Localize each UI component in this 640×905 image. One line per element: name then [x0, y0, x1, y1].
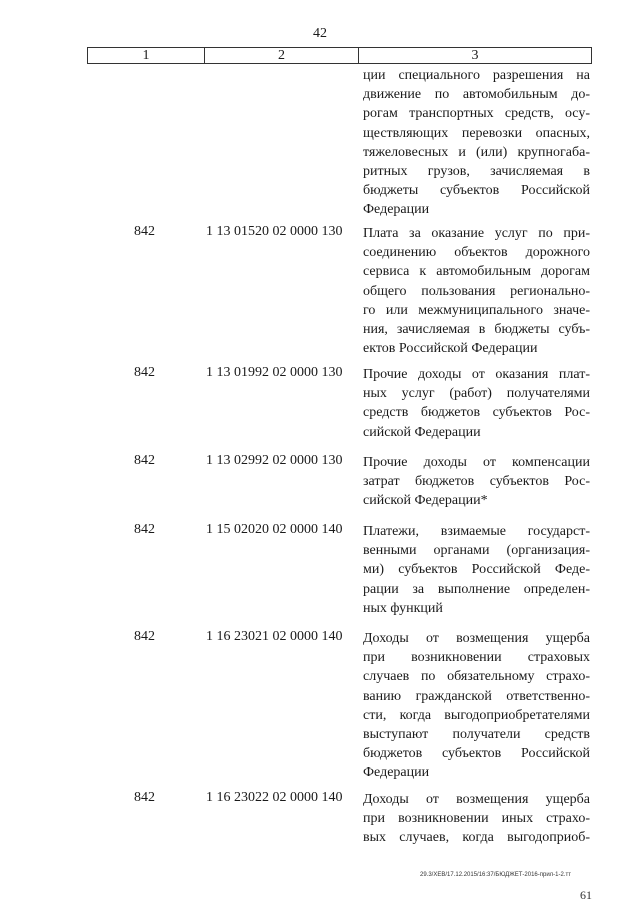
- text-line: при возникновении иных страхо-: [363, 811, 590, 827]
- text-line: ществляющих перевозки опасных,: [363, 125, 590, 141]
- entry-admin-code: 842: [134, 629, 155, 644]
- text-line: бюджеты субъектов Российской: [363, 183, 590, 199]
- entry-description: [363, 224, 590, 358]
- text-line: тяжеловесных и (или) крупногаба-: [363, 144, 590, 160]
- text-line: ритных грузов, зачисляемая в: [363, 164, 590, 180]
- text-line: ектов Российской Федерации: [363, 341, 538, 357]
- text-line: выступают получатели средств: [363, 727, 590, 743]
- entry-description: [363, 629, 590, 783]
- entry-kbk-code: 1 13 01520 02 0000 130: [206, 224, 343, 239]
- entry-kbk-code: 1 13 02992 02 0000 130: [206, 453, 343, 468]
- text-line: рации за выполнение определен-: [363, 581, 590, 597]
- text-line: рогам транспортных средств, осу-: [363, 106, 590, 122]
- text-line: при возникновении страховых: [363, 650, 590, 666]
- text-line: го или межмуниципального значе-: [363, 302, 590, 318]
- column-header-row: [87, 47, 592, 64]
- text-line: движение по автомобильным до-: [363, 87, 590, 103]
- text-line: Плата за оказание услуг по при-: [363, 226, 590, 241]
- text-line: сийской Федерации*: [363, 493, 488, 509]
- text-line: Доходы от возмещения ущерба: [363, 792, 590, 807]
- text-line: Прочие доходы от компенсации: [363, 455, 590, 470]
- entry-description: [363, 365, 590, 442]
- entry-kbk-code: 1 13 01992 02 0000 130: [206, 365, 343, 380]
- entry-admin-code: 842: [134, 365, 155, 380]
- entry-description: [363, 522, 590, 618]
- text-line: Прочие доходы от оказания плат-: [363, 367, 590, 382]
- text-line: соединению объектов дорожного: [363, 245, 590, 261]
- entry-kbk-code: 1 16 23021 02 0000 140: [206, 629, 343, 644]
- entry-description: [363, 790, 590, 848]
- entry-admin-code: 842: [134, 790, 155, 805]
- entry-admin-code: 842: [134, 453, 155, 468]
- page-number: 42: [313, 26, 327, 41]
- text-line: общего пользования регионально-: [363, 283, 590, 299]
- continuation-text: [363, 66, 590, 220]
- text-line: сервиса к автомобильным дорогам: [363, 264, 590, 280]
- entry-kbk-code: 1 15 02020 02 0000 140: [206, 522, 343, 537]
- text-line: ния, зачисляемая в бюджеты субъ-: [363, 322, 590, 338]
- column-header-2: 2: [204, 48, 358, 63]
- entry-admin-code: 842: [134, 522, 155, 537]
- text-line: ции специального разрешения на: [363, 68, 590, 83]
- footer-reference: 29.3/ХЕВ/17.12.2015/16:37/БЮДЖЕТ-2016-прил-1-2.тт: [420, 872, 572, 878]
- text-line: сти, когда выгодоприобретателями: [363, 707, 590, 723]
- text-line: Федерации: [363, 765, 430, 781]
- text-line: сийской Федерации: [363, 424, 481, 440]
- text-line: Федерации: [363, 202, 430, 218]
- entry-kbk-code: 1 16 23022 02 0000 140: [206, 790, 343, 805]
- text-line: затрат бюджетов субъектов Рос-: [363, 474, 590, 490]
- text-line: венными органами (организация-: [363, 543, 590, 559]
- column-header-1: 1: [142, 47, 150, 63]
- text-line: ных функций: [363, 600, 443, 616]
- text-line: случаев по обязательному страхо-: [363, 669, 590, 685]
- text-line: ванию гражданской ответственно-: [363, 688, 590, 704]
- text-line: средств бюджетов субъектов Рос-: [363, 405, 590, 421]
- text-line: Доходы от возмещения ущерба: [363, 631, 590, 646]
- corner-page-mark: 61: [580, 888, 592, 902]
- text-line: ных услуг (работ) получателями: [363, 386, 590, 402]
- entry-admin-code: 842: [134, 224, 155, 239]
- text-line: ми) субъектов Российской Феде-: [363, 562, 590, 578]
- text-line: бюджетов субъектов Российской: [363, 746, 590, 762]
- entry-description: [363, 453, 590, 511]
- text-line: Платежи, взимаемые государст-: [363, 524, 590, 539]
- column-header-3: 3: [358, 48, 591, 63]
- text-line: вых случаев, когда выгодоприоб-: [363, 830, 590, 846]
